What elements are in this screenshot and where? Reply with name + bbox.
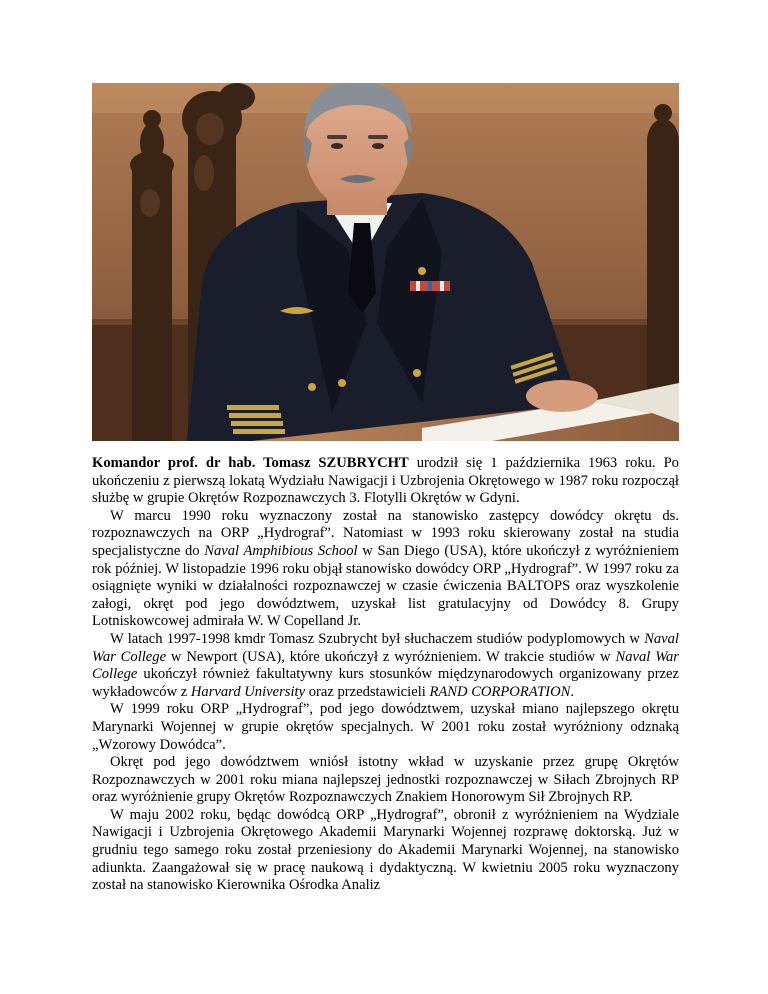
person-name: Komandor prof. dr hab. Tomasz SZUBRYCHT <box>92 455 409 471</box>
paragraph: W latach 1997-1998 kmdr Tomasz Szubrycht był słuchaczem studiów podyplomowych w Naval War College w Newport (USA), które ukończył z wyróżnieniem. W trakcie studiów w Naval War College ukończył również fakultatywny kurs stosunków międzynarodowych organizowany przez wykładowców z Harvard University oraz przedstawicieli RAND CORPORATION. <box>92 630 679 700</box>
paragraph: Okręt pod jego dowództwem wniósł istotny wkład w uzyskanie przez grupę Okrętów Rozpoznawczych w 2001 roku miana najlepszej jednostki rozpoznawczej w Siłach Zbrojnych RP oraz wyróżnienie grupy Okrętów Rozpoznawczych Znakiem Honorowym Sił Zbrojnych RP. <box>92 754 679 806</box>
portrait-photo <box>92 83 679 441</box>
paragraph-segment: urodził się 1 października 1963 roku. Po ukończeniu z pierwszą lokatą Wydziału Nawigacji i Uzbrojenia Okrętowego w 1987 roku rozpoczął służbę w grupie Okrętów Rozpoznawczych 3. Flotylli Okrętów w Gdyni. <box>92 455 679 507</box>
paragraph-intro <box>92 455 679 508</box>
paragraph: W 1999 roku ORP „Hydrograf”, pod jego dowództwem, uzyskał miano najlepszego okrętu Marynarki Wojennej w grupie okrętów specjalnych. W 2001 roku został wyróżniony odznaką „Wzorowy Dowódca”. <box>92 701 679 753</box>
portrait-illustration <box>92 83 679 441</box>
paragraph: W marcu 1990 roku wyznaczony został na stanowisko zastępcy dowódcy okrętu ds. rozpoznawczych na ORP „Hydrograf”. Natomiast w 1993 roku skierowany został na studia specjalistyczne do Naval Amphibious School w San Diego (USA), które ukończył z wyróżnieniem rok później. W listopadzie 1996 roku objął stanowisko dowódcy ORP „Hydrograf”. W 1997 roku za osiągnięte wyniki w działalności rozpoznawczej w czasie ćwiczenia BALTOPS oraz wyszkolenie załogi, okręt pod jego dowództwem, uzyskał list gratulacyjny od Dowódcy 8. Grupy Lotniskowcowej admirała W. W Copelland Jr. <box>92 507 679 630</box>
paragraph: W maju 2002 roku, będąc dowódcą ORP „Hydrograf”, obronił z wyróżnieniem na Wydziale Nawigacji i Uzbrojenia Okrętowego Akademii Marynarki Wojennej rozprawę doktorską. Już w grudniu tego samego roku został przeniesiony do Akademii Marynarki Wojennej, na stanowisko adiunkta. Zaangażował się w pracę naukową i dydaktyczną. W kwietniu 2005 roku wyznaczony został na stanowisko Kierownika Ośrodka Analiz <box>92 806 679 894</box>
biography-text <box>92 455 679 895</box>
